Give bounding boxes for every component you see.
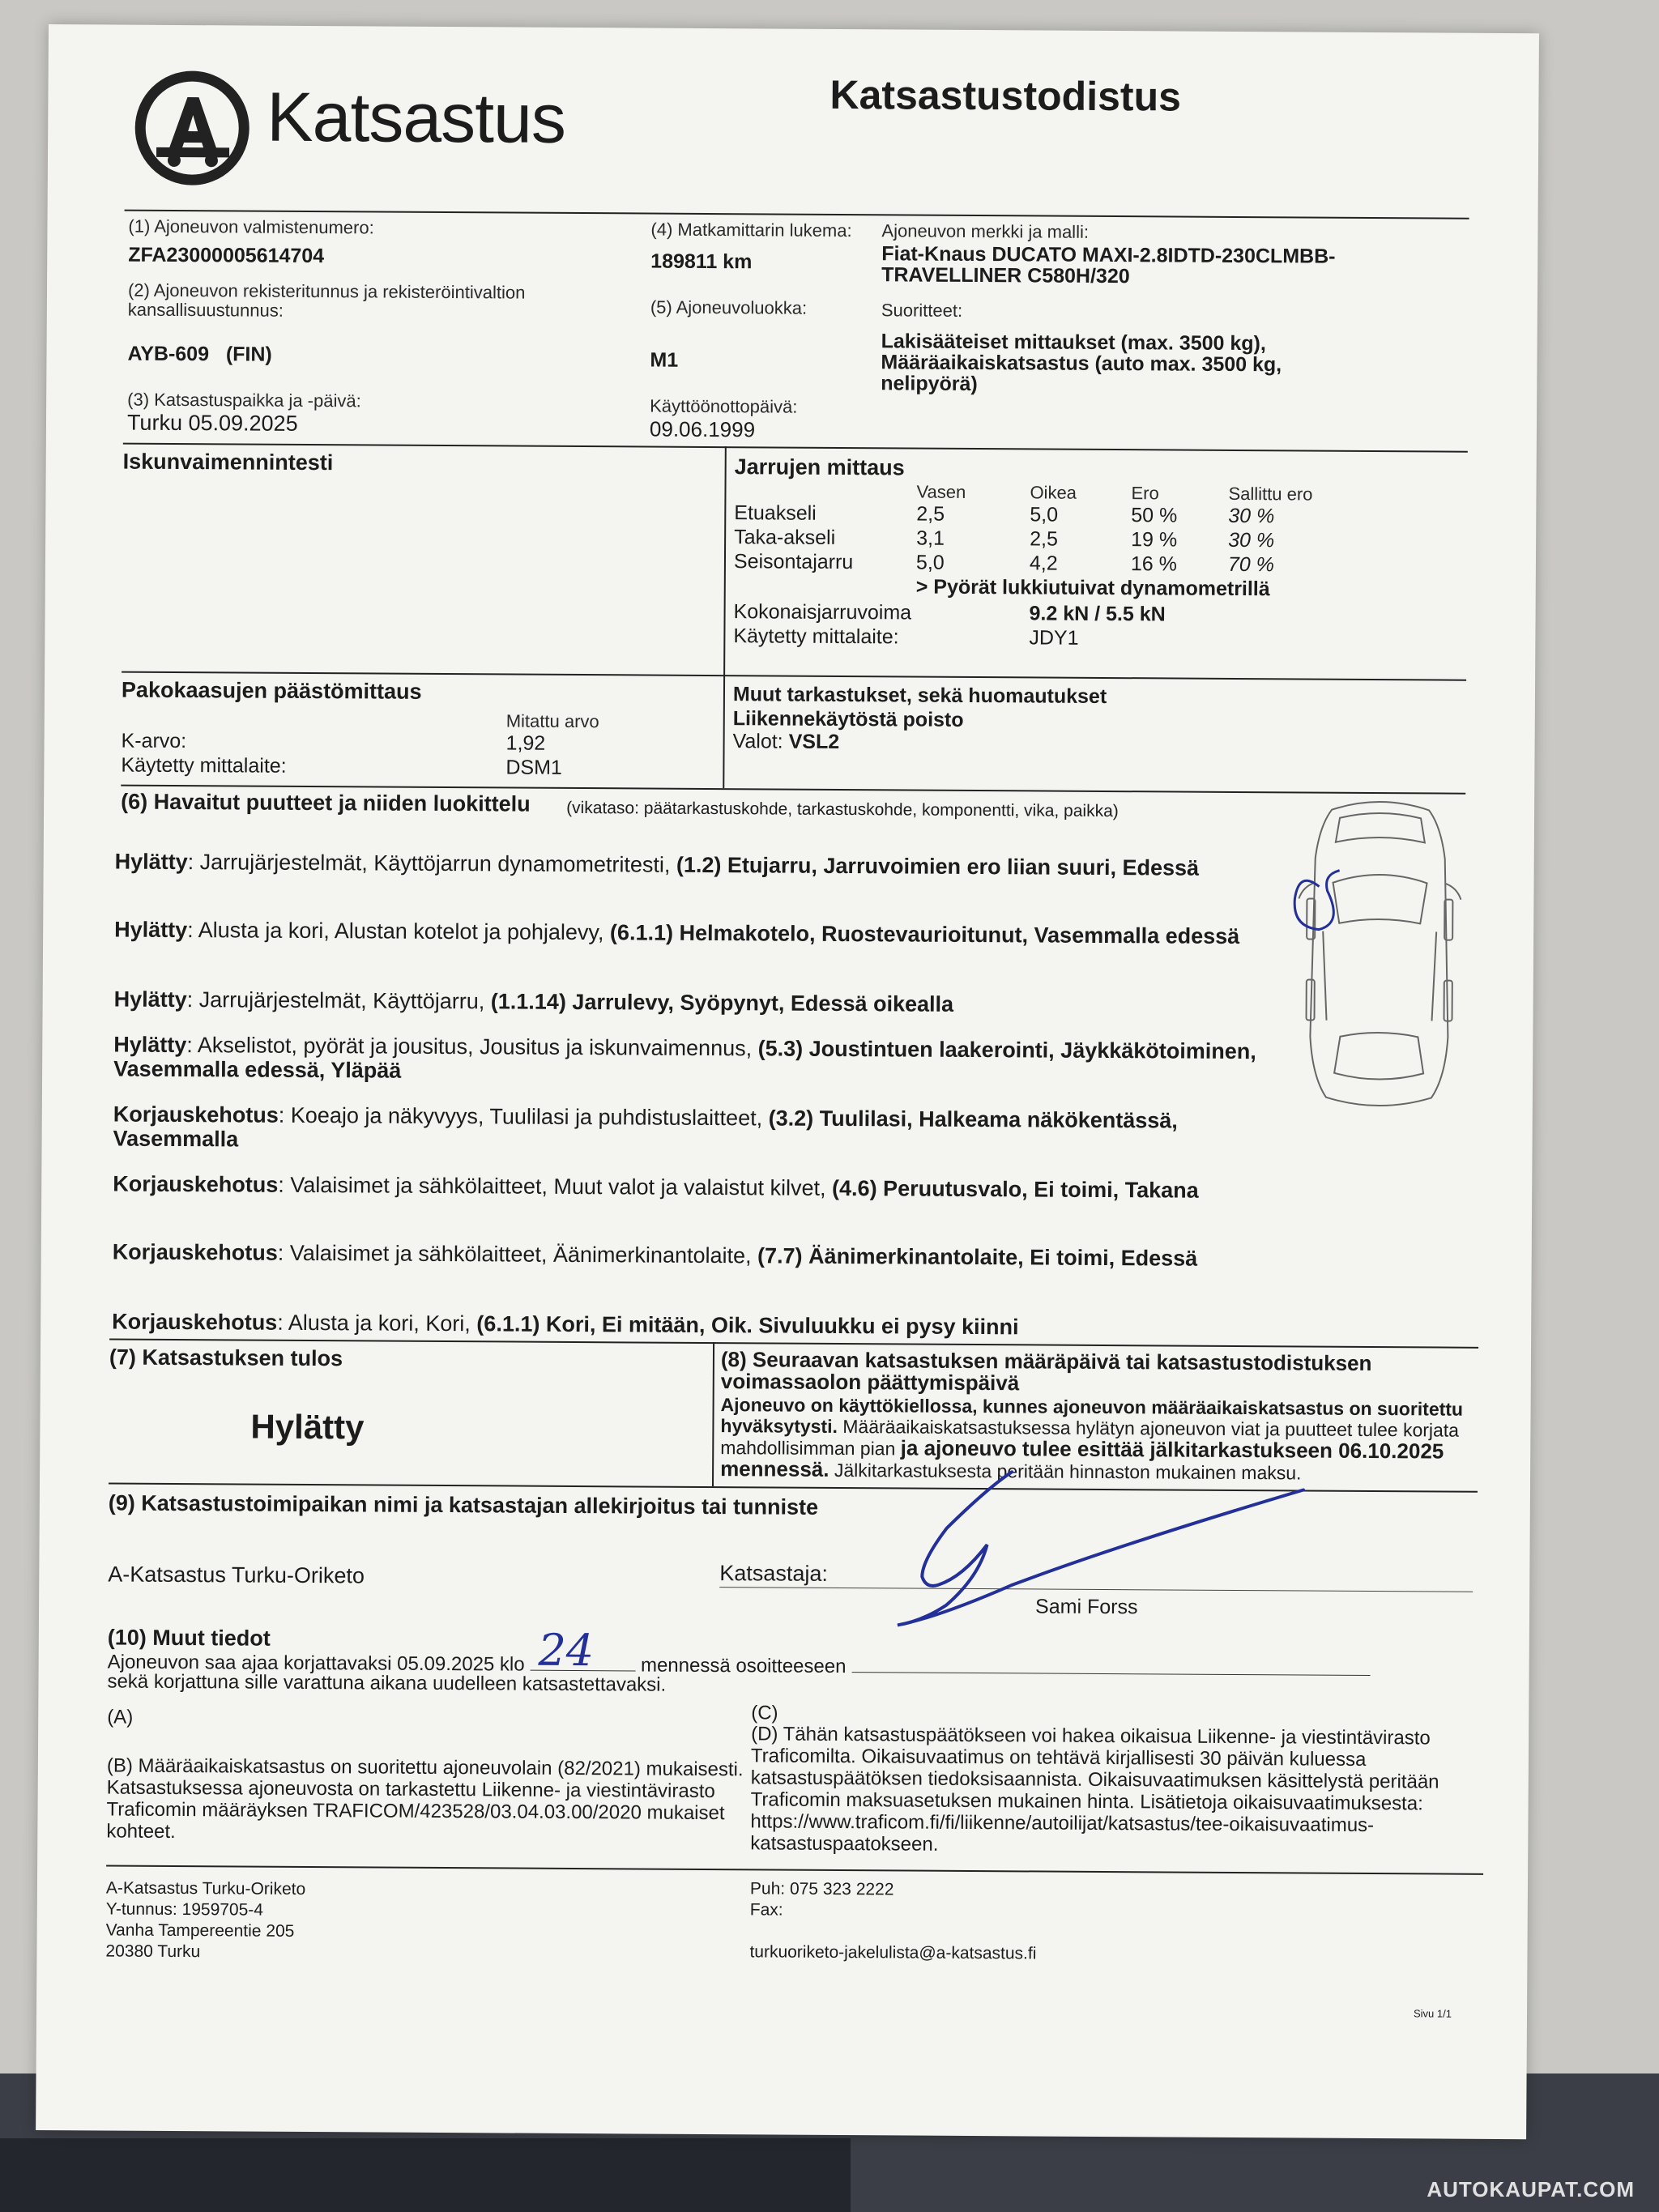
result-value: Hylätty [250, 1407, 365, 1447]
misc-line1: Ajoneuvon saa ajaa korjattavaksi 05.09.2025 klo 24 mennessä osoitteeseen [108, 1649, 1371, 1681]
desk-shadow [0, 2138, 851, 2212]
brake-row-left: 2,5 [916, 502, 945, 526]
brake-row-left: 5,0 [915, 551, 945, 574]
page-number: Sivu 1/1 [1413, 2007, 1452, 2020]
inspector-label: Katsastaja: [719, 1561, 829, 1586]
brake-row-allowed: 30 % [1228, 528, 1275, 552]
next-inspection-title: (8) Seuraavan katsastuksen määräpäivä tai katsastustodistuksen voimassaolon päättymispäivä [720, 1347, 1372, 1396]
brake-row-right: 4,2 [1029, 552, 1058, 575]
defect-item: Korjauskehotus: Valaisimet ja sähkölaitteet, Muut valot ja valaistut kilvet, (4.6) Peruutusvalo, Ei toimi, Takana [113, 1171, 1199, 1203]
station-title: (9) Katsastustoimipaikan nimi ja katsastajan allekirjoitus tai tunniste [108, 1490, 819, 1519]
first-use-value: 09.06.1999 [649, 416, 756, 442]
performances-value: Lakisääteiset mittaukset (max. 3500 kg), Määräaikaiskatsastus (auto max. 3500 kg, nelipyörä) [881, 330, 1282, 396]
defect-item: Hylätty: Akselistot, pyörät ja jousitus, Jousitus ja iskunvaimennus, (5.3) Joustintuen laakerointi, Jäykkäkötoiminen, Vasemmalla edessä, Yläpää [113, 1032, 1256, 1083]
other-checks-title: Muut tarkastukset, sekä huomautukset [732, 683, 1107, 708]
brake-lock-note: > Pyörät lukkiutuivat dynamometrillä [915, 575, 1270, 601]
a-katsastus-logo-icon [134, 70, 252, 188]
inspector-name: Sami Forss [1035, 1595, 1138, 1619]
brake-test-title: Jarrujen mittaus [734, 454, 905, 480]
brake-row-name: Seisontajarru [733, 550, 854, 574]
misc-a: (A) [107, 1706, 134, 1728]
station-name: A-Katsastus Turku-Oriketo [108, 1562, 365, 1588]
reg-value: AYB-609 (FIN) [127, 342, 272, 366]
brake-row-diff: 50 % [1131, 504, 1178, 527]
brake-header-left: Vasen [916, 481, 966, 502]
car-diagram-icon [1273, 793, 1486, 1119]
footer-address: A-Katsastus Turku-Oriketo Y-tunnus: 1959705-4 Vanha Tampereentie 205 20380 Turku [105, 1878, 306, 1962]
lights-label: Valot: [732, 730, 783, 753]
vin-label: (1) Ajoneuvon valmistenumero: [128, 215, 374, 238]
logo-wordmark: Katsastus [267, 78, 566, 158]
defect-item: Hylätty: Alusta ja kori, Alustan kotelot ja pohjalevy, (6.1.1) Helmakotelo, Ruostevaurioitunut, Vasemmalla edessä [114, 917, 1240, 949]
defect-item: Hylätty: Jarrujärjestelmät, Käyttöjarrun dynamometritesti, (1.2) Etujarru, Jarruvoimien ero liian suuri, Edessä [114, 849, 1200, 880]
reg-label: (2) Ajoneuvon rekisteritunnus ja rekisteröintivaltion kansallisuustunnus: [127, 279, 526, 321]
emissions-device-value: DSM1 [505, 756, 562, 779]
document-title: Katsastustodistus [830, 71, 1182, 120]
performances-label: Suoritteet: [881, 300, 963, 321]
result-title: (7) Katsastuksen tulos [109, 1345, 343, 1371]
other-checks-line: Liikennekäytöstä poisto [732, 707, 964, 731]
misc-b: (B) Määräaikaiskatsastus on suoritettu ajoneuvolain (82/2021) mukaisesti. Katsastuksessa ajoneuvosta on tarkastettu Liikenne- ja viestintävirasto Traficomin määräyksen TRAFICOM/423528/03.04.03.00/2020 mukaiset kohteet. [106, 1754, 744, 1843]
misc-c: (C) [751, 1702, 778, 1724]
place-label: (3) Katsastuspaikka ja -päivä: [127, 389, 361, 411]
brake-row-allowed: 70 % [1227, 552, 1275, 577]
inspector-signature-icon [849, 1455, 1336, 1644]
vehicle-class-label: (5) Ajoneuvoluokka: [650, 296, 808, 318]
make-value: Fiat-Knaus DUCATO MAXI-2.8IDTD-230CLMBB-TRAVELLINER C580H/320 [881, 242, 1336, 288]
brake-row-right: 5,0 [1030, 503, 1059, 526]
brake-row-diff: 16 % [1130, 552, 1178, 576]
defect-item: Korjauskehotus: Koeajo ja näkyvyys, Tuulilasi ja puhdistuslaitteet, (3.2) Tuulilasi, Halkeama näkökentässä, Vasemmalla [113, 1102, 1178, 1152]
make-label: Ajoneuvon merkki ja malli: [881, 220, 1090, 242]
misc-d: (D) Tähän katsastuspäätökseen voi hakea oikaisua Liikenne- ja viestintävirasto Traficomilta. Oikaisuvaatimus on tehtävä kirjallisesti 30 päivän kuluessa katsastuspäätöksen tiedoksisaannista. Oikaisuvaatimuksen käsittelystä peritään Traficomin maksuasetuksen mukainen hinta. Lisätietoja oikaisuvaatimuksesta: https://www.traficom.fi/fi/liikenne/autoilijat/katsastus/tee-oikaisuvaatimus-katsastuspaatokseen. [750, 1723, 1439, 1856]
odometer-value: 189811 km [650, 249, 753, 274]
brake-row-left: 3,1 [916, 526, 945, 550]
brake-row-diff: 19 % [1131, 528, 1178, 552]
brake-row-name: Taka-akseli [734, 526, 836, 549]
emissions-measured-label: Mitattu arvo [505, 710, 599, 732]
first-use-label: Käyttöönottopäivä: [650, 395, 798, 417]
brake-header-diff: Ero [1131, 483, 1159, 504]
k-value: 1,92 [505, 731, 546, 755]
place-value: Turku 05.09.2025 [126, 410, 298, 436]
watermark: AUTOKAUPAT.COM [1427, 2177, 1635, 2201]
misc-line2: sekä korjattuna sille varattuna aikana uudelleen katsastettavaksi. [107, 1670, 667, 1696]
emissions-title: Pakokaasujen päästömittaus [121, 677, 422, 704]
odometer-label: (4) Matkamittarin lukema: [650, 219, 852, 241]
defects-subtitle: (vikataso: päätarkastuskohde, tarkastuskohde, komponentti, vika, paikka) [566, 798, 1119, 821]
lights-value: VSL2 [788, 730, 840, 753]
k-value-label: K-arvo: [121, 729, 187, 753]
brake-total-label: Kokonaisjarruvoima [733, 600, 912, 624]
brake-device-value: JDY1 [1029, 626, 1079, 650]
brake-row-right: 2,5 [1030, 527, 1058, 551]
defect-item: Korjauskehotus: Valaisimet ja sähkölaitteet, Äänimerkinantolaite, (7.7) Äänimerkinantolaite, Ei toimi, Edessä [112, 1239, 1198, 1271]
brake-header-right: Oikea [1030, 482, 1077, 503]
defect-item: Korjauskehotus: Alusta ja kori, Kori, (6.1.1) Kori, Ei mitään, Oik. Sivuluukku ei pysy kiinni [112, 1309, 1019, 1340]
lights-row [733, 730, 840, 754]
brake-row-name: Etuakseli [734, 501, 817, 525]
defects-title: (6) Havaitut puutteet ja niiden luokittelu [121, 789, 531, 816]
inspection-certificate [36, 24, 1539, 2139]
vin-value: ZFA23000005614704 [128, 243, 325, 268]
handwritten-time: 24 [538, 1624, 595, 1677]
brake-row-allowed: 30 % [1228, 504, 1275, 528]
misc-title: (10) Muut tiedot [107, 1625, 271, 1651]
brake-device-label: Käytetty mittalaite: [733, 624, 899, 649]
footer-contact: Puh: 075 323 2222 Fax: turkuoriketo-jakelulista@a-katsastus.fi [749, 1879, 1037, 1963]
defect-item: Hylätty: Jarrujärjestelmät, Käyttöjarru, (1.1.14) Jarrulevy, Syöpynyt, Edessä oikealla [113, 987, 954, 1016]
vehicle-class-value: M1 [650, 348, 679, 372]
brake-header-allowed: Sallittu ero [1228, 483, 1313, 505]
brake-total-value: 9.2 kN / 5.5 kN [1029, 602, 1166, 626]
shock-test-title: Iskunvaimennintesti [122, 449, 334, 475]
emissions-device-label: Käytetty mittalaite: [121, 753, 287, 778]
next-inspection-text: Ajoneuvo on käyttökiellossa, kunnes ajoneuvon määräaikaiskatsastus on suoritettu hyväksytysti. Määräaikaiskatsastuksessa hylätyn ajoneuvon viat ja puutteet tulee korjata mahdollisimman pian ja ajoneuvo tulee esittää jälkitarkastukseen 06.10.2025 mennessä. Jälkitarkastuksesta peritään hinnaston mukainen maksu. [720, 1394, 1464, 1484]
